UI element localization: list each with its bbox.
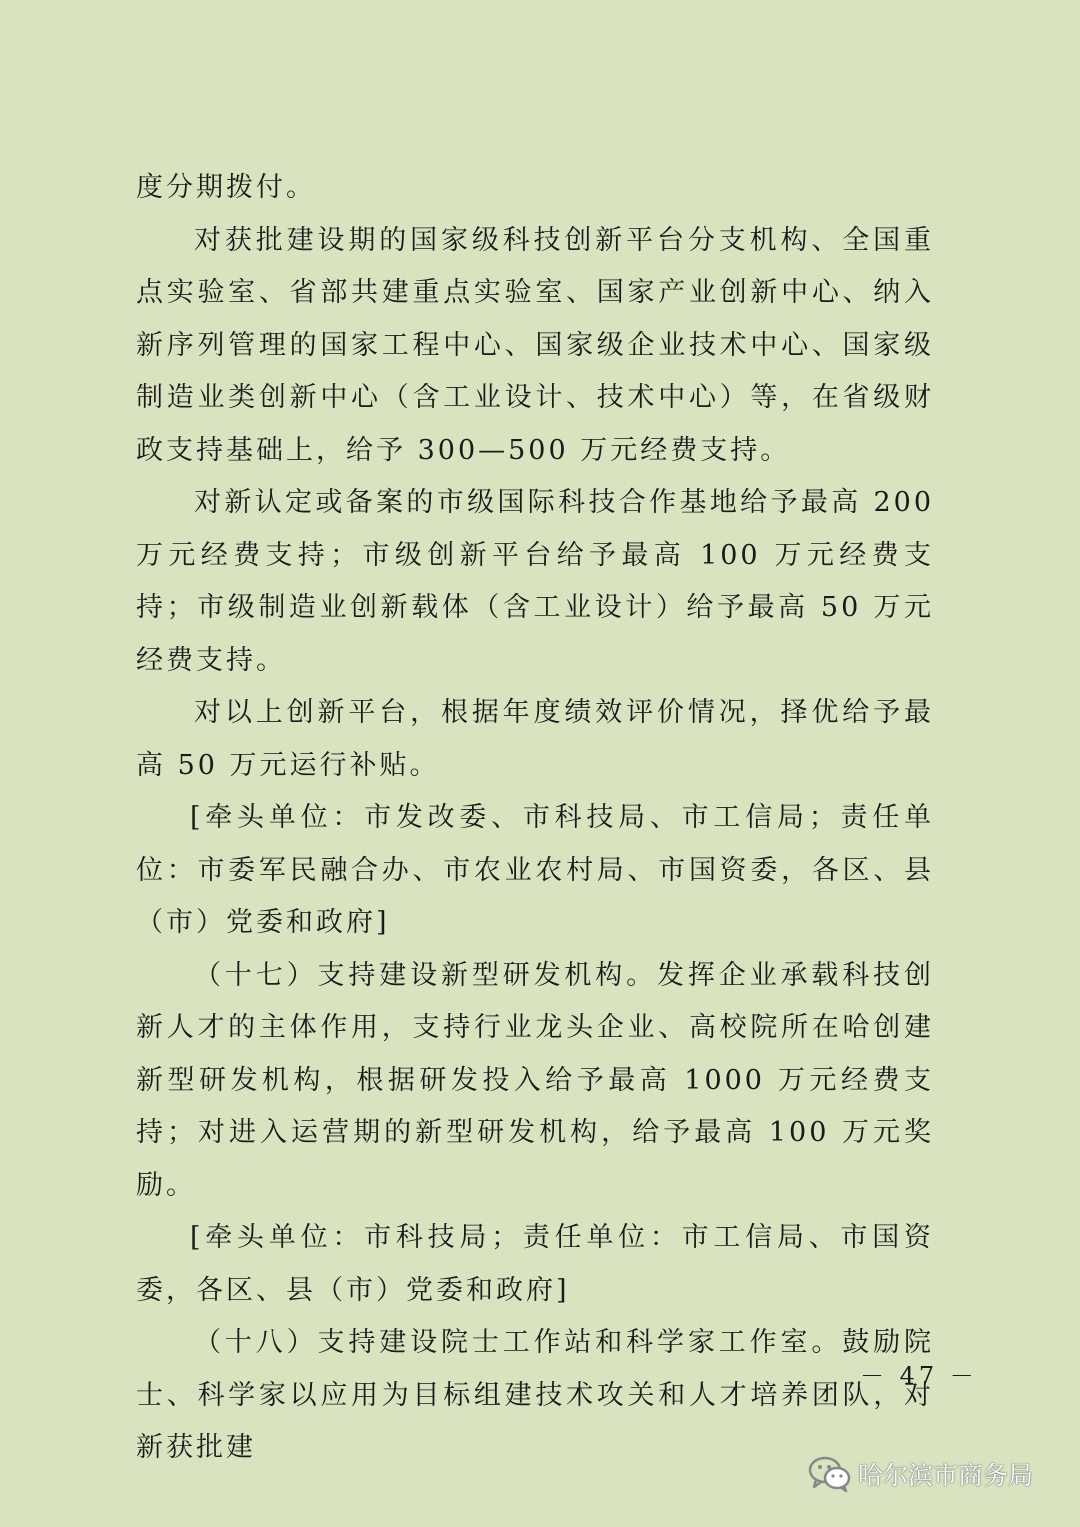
wechat-watermark <box>808 1454 1033 1494</box>
paragraph-continuation: 度分期拨付。 <box>136 172 316 203</box>
section-18-academician-workstations: （十八）支持建设院士工作站和科学家工作室。鼓励院士、科学家以应用为目标组建技术攻关和人才培养团队，对新获批建 <box>136 1327 934 1463</box>
paragraph-municipal-platforms: 对新认定或备案的市级国际科技合作基地给予最高 200 万元经费支持；市级创新平台给予最高 100 万元经费支持；市级制造业创新载体（含工业设计）给予最高 50 万元经费支持。 <box>136 487 934 676</box>
wechat-icon <box>808 1454 852 1494</box>
watermark-text: 哈尔滨市商务局 <box>858 1461 1034 1490</box>
paragraph-operation-subsidy: 对以上创新平台，根据年度绩效评价情况，择优给予最高 50 万元运行补贴。 <box>136 697 934 781</box>
page-number: － 47 － <box>860 1362 978 1390</box>
paragraph-national-platforms: 对获批建设期的国家级科技创新平台分支机构、全国重点实验室、省部共建重点实验室、国家产业创新中心、纳入新序列管理的国家工程中心、国家级企业技术中心、国家级制造业类创新中心（含工业设计、技术中心）等，在省级财政支持基础上，给予 300—500 万元经费支持。 <box>136 224 934 466</box>
responsible-units-note: [牵头单位：市科技局；责任单位：市工信局、市国资委，各区、县（市）党委和政府] <box>136 1222 934 1306</box>
document-body <box>136 162 934 1475</box>
section-17-new-rd-institutions: （十七）支持建设新型研发机构。发挥企业承载科技创新人才的主体作用，支持行业龙头企业、高校院所在哈创建新型研发机构，根据研发投入给予最高 1000 万元经费支持；对进入运营期的新型研发机构，给予最高 100 万元奖励。 <box>136 959 934 1201</box>
responsible-units-note: [牵头单位：市发改委、市科技局、市工信局；责任单位：市委军民融合办、市农业农村局、市国资委，各区、县（市）党委和政府] <box>136 802 934 938</box>
